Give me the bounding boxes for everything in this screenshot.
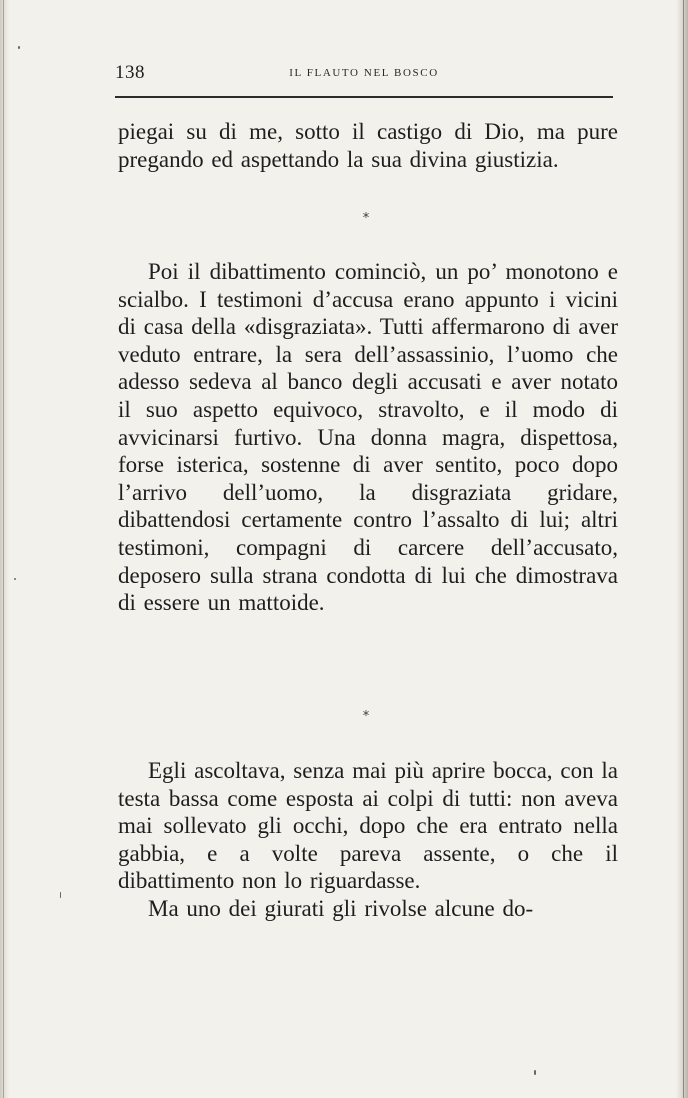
paragraph-testimony: Poi il dibattimento cominciò, un po’ monotono e scialbo. I testimoni d’accusa erano appunto i vicini di casa della «disgraziata». Tutti affermarono di aver veduto entrare, la sera dell’assassinio, l’uomo che adesso sedeva al banco degli accusati e aver notato il suo aspetto equivoco, stravolto, e il modo di avvicinarsi furtivo. Una donna magra, dispettosa, forse isterica, sostenne di aver sentito, poco dopo l’arrivo dell’uomo, la disgraziata gridare, dibattendosi certamente contro l’assalto di lui; altri testimoni, compagni di carcere dell’accusato, deposero sulla strana condotta di lui che dimostrava di essere un mattoide.: [118, 259, 618, 616]
paragraph-continued: piegai su di me, sotto il castigo di Dio, ma pure pregando ed aspettando la sua divina giustizia.: [118, 119, 618, 172]
text-block-2: [118, 258, 618, 617]
page-left-edge: [0, 0, 10, 1098]
paper-speck: [534, 1070, 536, 1075]
paper-speck: [60, 892, 61, 898]
paper-speck: [14, 578, 16, 580]
page-header: [115, 62, 613, 88]
page-number: 138: [115, 62, 145, 83]
text-block-3: [118, 757, 618, 923]
paragraph-accused: Egli ascoltava, senza mai più aprire bocca, con la testa bassa come esposta ai colpi di tutti: non aveva mai sollevato gli occhi, dopo che era entrato nella gabbia, e a volte pareva assente, o che il dibattimento non lo riguardasse.: [118, 758, 618, 894]
header-rule: [115, 96, 613, 98]
page-right-edge: [676, 0, 688, 1098]
text-block-1: [118, 118, 618, 173]
running-title: IL FLAUTO NEL BOSCO: [289, 67, 439, 79]
section-separator-1: *: [362, 211, 370, 226]
paper-speck: [18, 46, 20, 49]
paragraph-juror: Ma uno dei giurati gli rivolse alcune do-: [148, 895, 534, 921]
section-separator-2: *: [362, 709, 370, 724]
